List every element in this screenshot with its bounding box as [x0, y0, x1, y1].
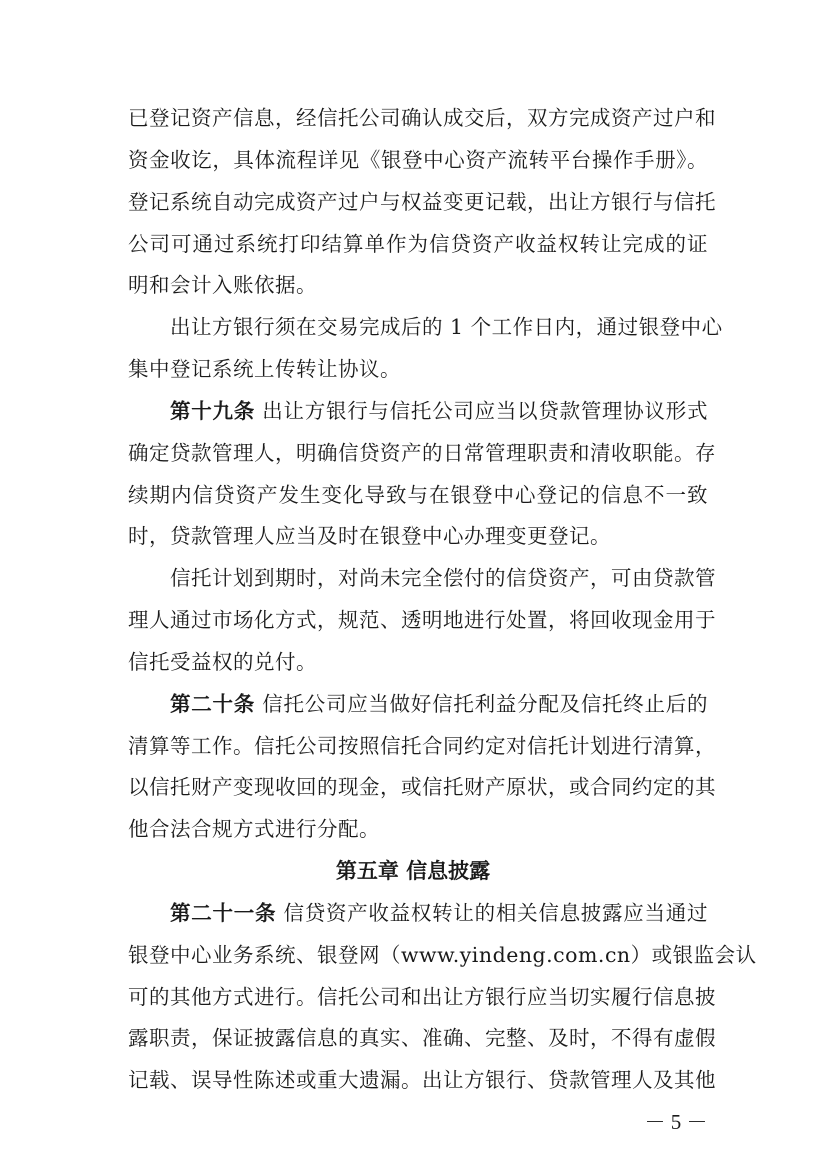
text-line: 银登中心业务系统、银登网（www.yindeng.com.cn）或银监会认	[128, 943, 757, 967]
article-20-title: 第二十条	[170, 692, 255, 716]
text-span: 信贷资产收益权转让的相关信息披露应当通过	[283, 901, 709, 925]
text-line: 公司可通过系统打印结算单作为信贷资产收益权转让完成的证	[128, 232, 708, 256]
text-line: 记载、误导性陈述或重大遗漏。出让方银行、贷款管理人及其他	[128, 1068, 716, 1092]
text-line: 理人通过市场化方式，规范、透明地进行处置，将回收现金用于	[128, 608, 716, 632]
text-line: 时，贷款管理人应当及时在银登中心办理变更登记。	[128, 524, 611, 548]
text-line: 明和会计入账依据。	[128, 273, 317, 297]
text-line: 续期内信贷资产发生变化导致与在银登中心登记的信息不一致	[128, 483, 708, 507]
text-span: 信托公司应当做好信托利益分配及信托终止后的	[262, 692, 709, 716]
text-line: 信托计划到期时，对尚未完全偿付的信贷资产，可由贷款管	[170, 566, 716, 590]
text-line: 以信托财产变现收回的现金，或信托财产原状，或合同约定的其	[128, 775, 716, 799]
article-20-first-line	[170, 690, 708, 718]
text-line: 出让方银行须在交易完成后的 1 个工作日内，通过银登中心	[170, 315, 723, 339]
text-line: 他合法合规方式进行分配。	[128, 817, 380, 841]
text-line: 资金收讫，具体流程详见《银登中心资产流转平台操作手册》。	[128, 148, 708, 172]
page-number: － 5 －	[644, 1110, 708, 1134]
text-line: 确定贷款管理人，明确信贷资产的日常管理职责和清收职能。存	[128, 441, 716, 465]
text-line: 露职责，保证披露信息的真实、准确、完整、及时，不得有虚假	[128, 1026, 716, 1050]
article-21-first-line	[170, 899, 708, 927]
article-19-first-line	[170, 397, 708, 425]
text-span: 出让方银行与信托公司应当以贷款管理协议形式	[262, 399, 709, 423]
text-line: 可的其他方式进行。信托公司和出让方银行应当切实履行信息披	[128, 985, 716, 1009]
article-19-title: 第十九条	[170, 399, 255, 423]
chapter-heading: 第五章 信息披露	[335, 858, 491, 883]
text-line: 已登记资产信息，经信托公司确认成交后，双方完成资产过户和	[128, 106, 716, 130]
text-line: 清算等工作。信托公司按照信托合同约定对信托计划进行清算，	[128, 734, 716, 758]
text-line: 集中登记系统上传转让协议。	[128, 357, 401, 381]
text-line: 登记系统自动完成资产过户与权益变更记载，出让方银行与信托	[128, 190, 716, 214]
text-line: 信托受益权的兑付。	[128, 650, 317, 674]
article-21-title: 第二十一条	[170, 901, 277, 925]
